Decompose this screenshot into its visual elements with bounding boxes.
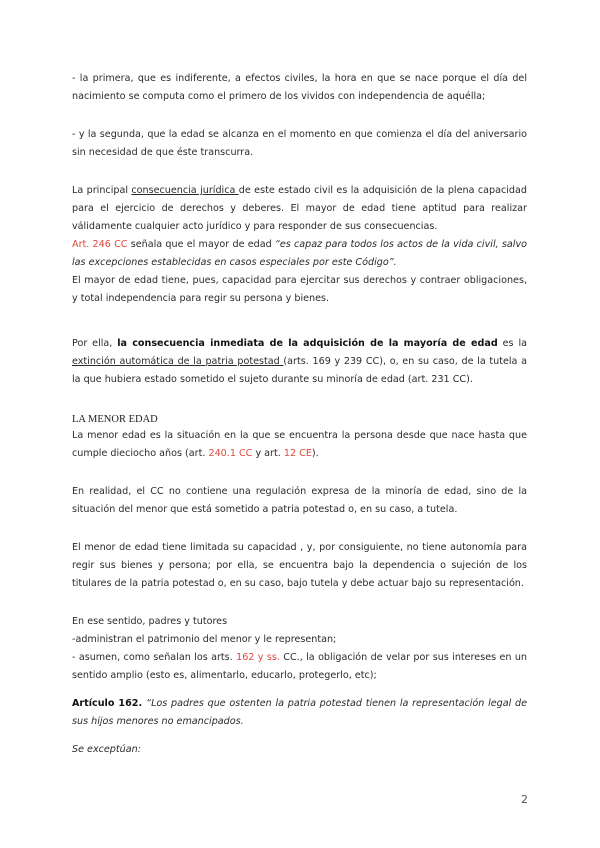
- paragraph-second-rule: - y la segunda, que la edad se alcanza en el momento en que comienza el día del aniversario sin necesidad de que éste transcurra.: [72, 129, 527, 158]
- paragraph-exceptions: Se exceptúan:: [72, 744, 141, 755]
- list-item-assume: [72, 649, 527, 685]
- paragraph-art-246: [72, 236, 527, 272]
- list-item-administer: -administran el patrimonio del menor y le representan;: [72, 634, 337, 645]
- text-segment: y art.: [252, 448, 284, 459]
- text-segment: La principal: [72, 185, 132, 196]
- paragraph-parents-tutors-intro: En ese sentido, padres y tutores: [72, 616, 228, 627]
- paragraph-legal-consequence: [72, 182, 527, 236]
- legal-quote: “es capaz para todos los actos de la vida civil, salvo las excepciones establecidas en casos especiales por este Código”.: [72, 239, 527, 268]
- text-segment: es la: [497, 338, 527, 349]
- text-segment: de este estado civil es la adquisición de la plena capacidad para el ejercicio de derechos y deberes. El mayor de edad tiene aptitud para realizar válidamente cualquier acto jurídico y para responder de sus consecuencias.: [72, 185, 527, 232]
- legal-reference: 12 CE: [283, 448, 312, 459]
- document-body: [72, 70, 527, 759]
- paragraph-article-162: [72, 695, 527, 731]
- text-segment: - asumen, como señalan los arts.: [72, 652, 237, 663]
- article-label: Artículo 162.: [72, 698, 147, 709]
- page-number: 2: [521, 793, 528, 806]
- paragraph-immediate-consequence: [72, 335, 527, 389]
- paragraph-capacity: El mayor de edad tiene, pues, capacidad para ejercitar sus derechos y contraer obligaciones, y total independencia para regir su persona y bienes.: [72, 275, 527, 304]
- text-segment: ).: [311, 448, 319, 459]
- text-segment: (arts. 169 y 239 CC), o, en su caso, de la tutela a la que hubiera estado sometido el sujeto durante su minoría de edad (art. 231 CC).: [72, 356, 527, 385]
- underlined-term: extinción automática de la patria potestad: [72, 356, 284, 367]
- legal-reference: Art. 246 CC: [72, 239, 128, 250]
- paragraph-limited-capacity: El menor de edad tiene limitada su capacidad , y, por consiguiente, no tiene autonomía para regir sus bienes y persona; por ella, se encuentra bajo la dependencia o sujeción de los titulares de la patria potestad o, en su caso, bajo tutela y debe actuar bajo su representación.: [72, 542, 527, 589]
- bold-phrase: la consecuencia inmediata de la adquisición de la mayoría de edad: [117, 338, 498, 349]
- underlined-term: consecuencia jurídica: [131, 185, 239, 196]
- section-heading: LA MENOR EDAD: [72, 414, 158, 425]
- paragraph-cc-regulation: En realidad, el CC no contiene una regulación expresa de la minoría de edad, sino de la situación del menor que está sometido a patria potestad o, en su caso, a tutela.: [72, 486, 527, 515]
- paragraph-first-rule: - la primera, que es indiferente, a efectos civiles, la hora en que se nace porque el día del nacimiento se computa como el primero de los vividos con independencia de aquélla;: [72, 73, 527, 102]
- legal-reference: 162 y ss.: [236, 652, 280, 663]
- text-segment: Por ella,: [72, 338, 118, 349]
- legal-reference: 240.1 CC: [208, 448, 253, 459]
- text-segment: CC., la obligación de velar por sus intereses en un sentido amplio (esto es, alimentarlo, educarlo, protegerlo, etc);: [72, 652, 527, 681]
- text-segment: La menor edad es la situación en la que se encuentra la persona desde que nace hasta que cumple dieciocho años (art.: [72, 430, 527, 459]
- legal-quote: “Los padres que ostenten la patria potestad tienen la representación legal de sus hijos menores no emancipados.: [72, 698, 527, 727]
- paragraph-minor-definition: [72, 427, 527, 463]
- text-segment: señala que el mayor de edad: [127, 239, 275, 250]
